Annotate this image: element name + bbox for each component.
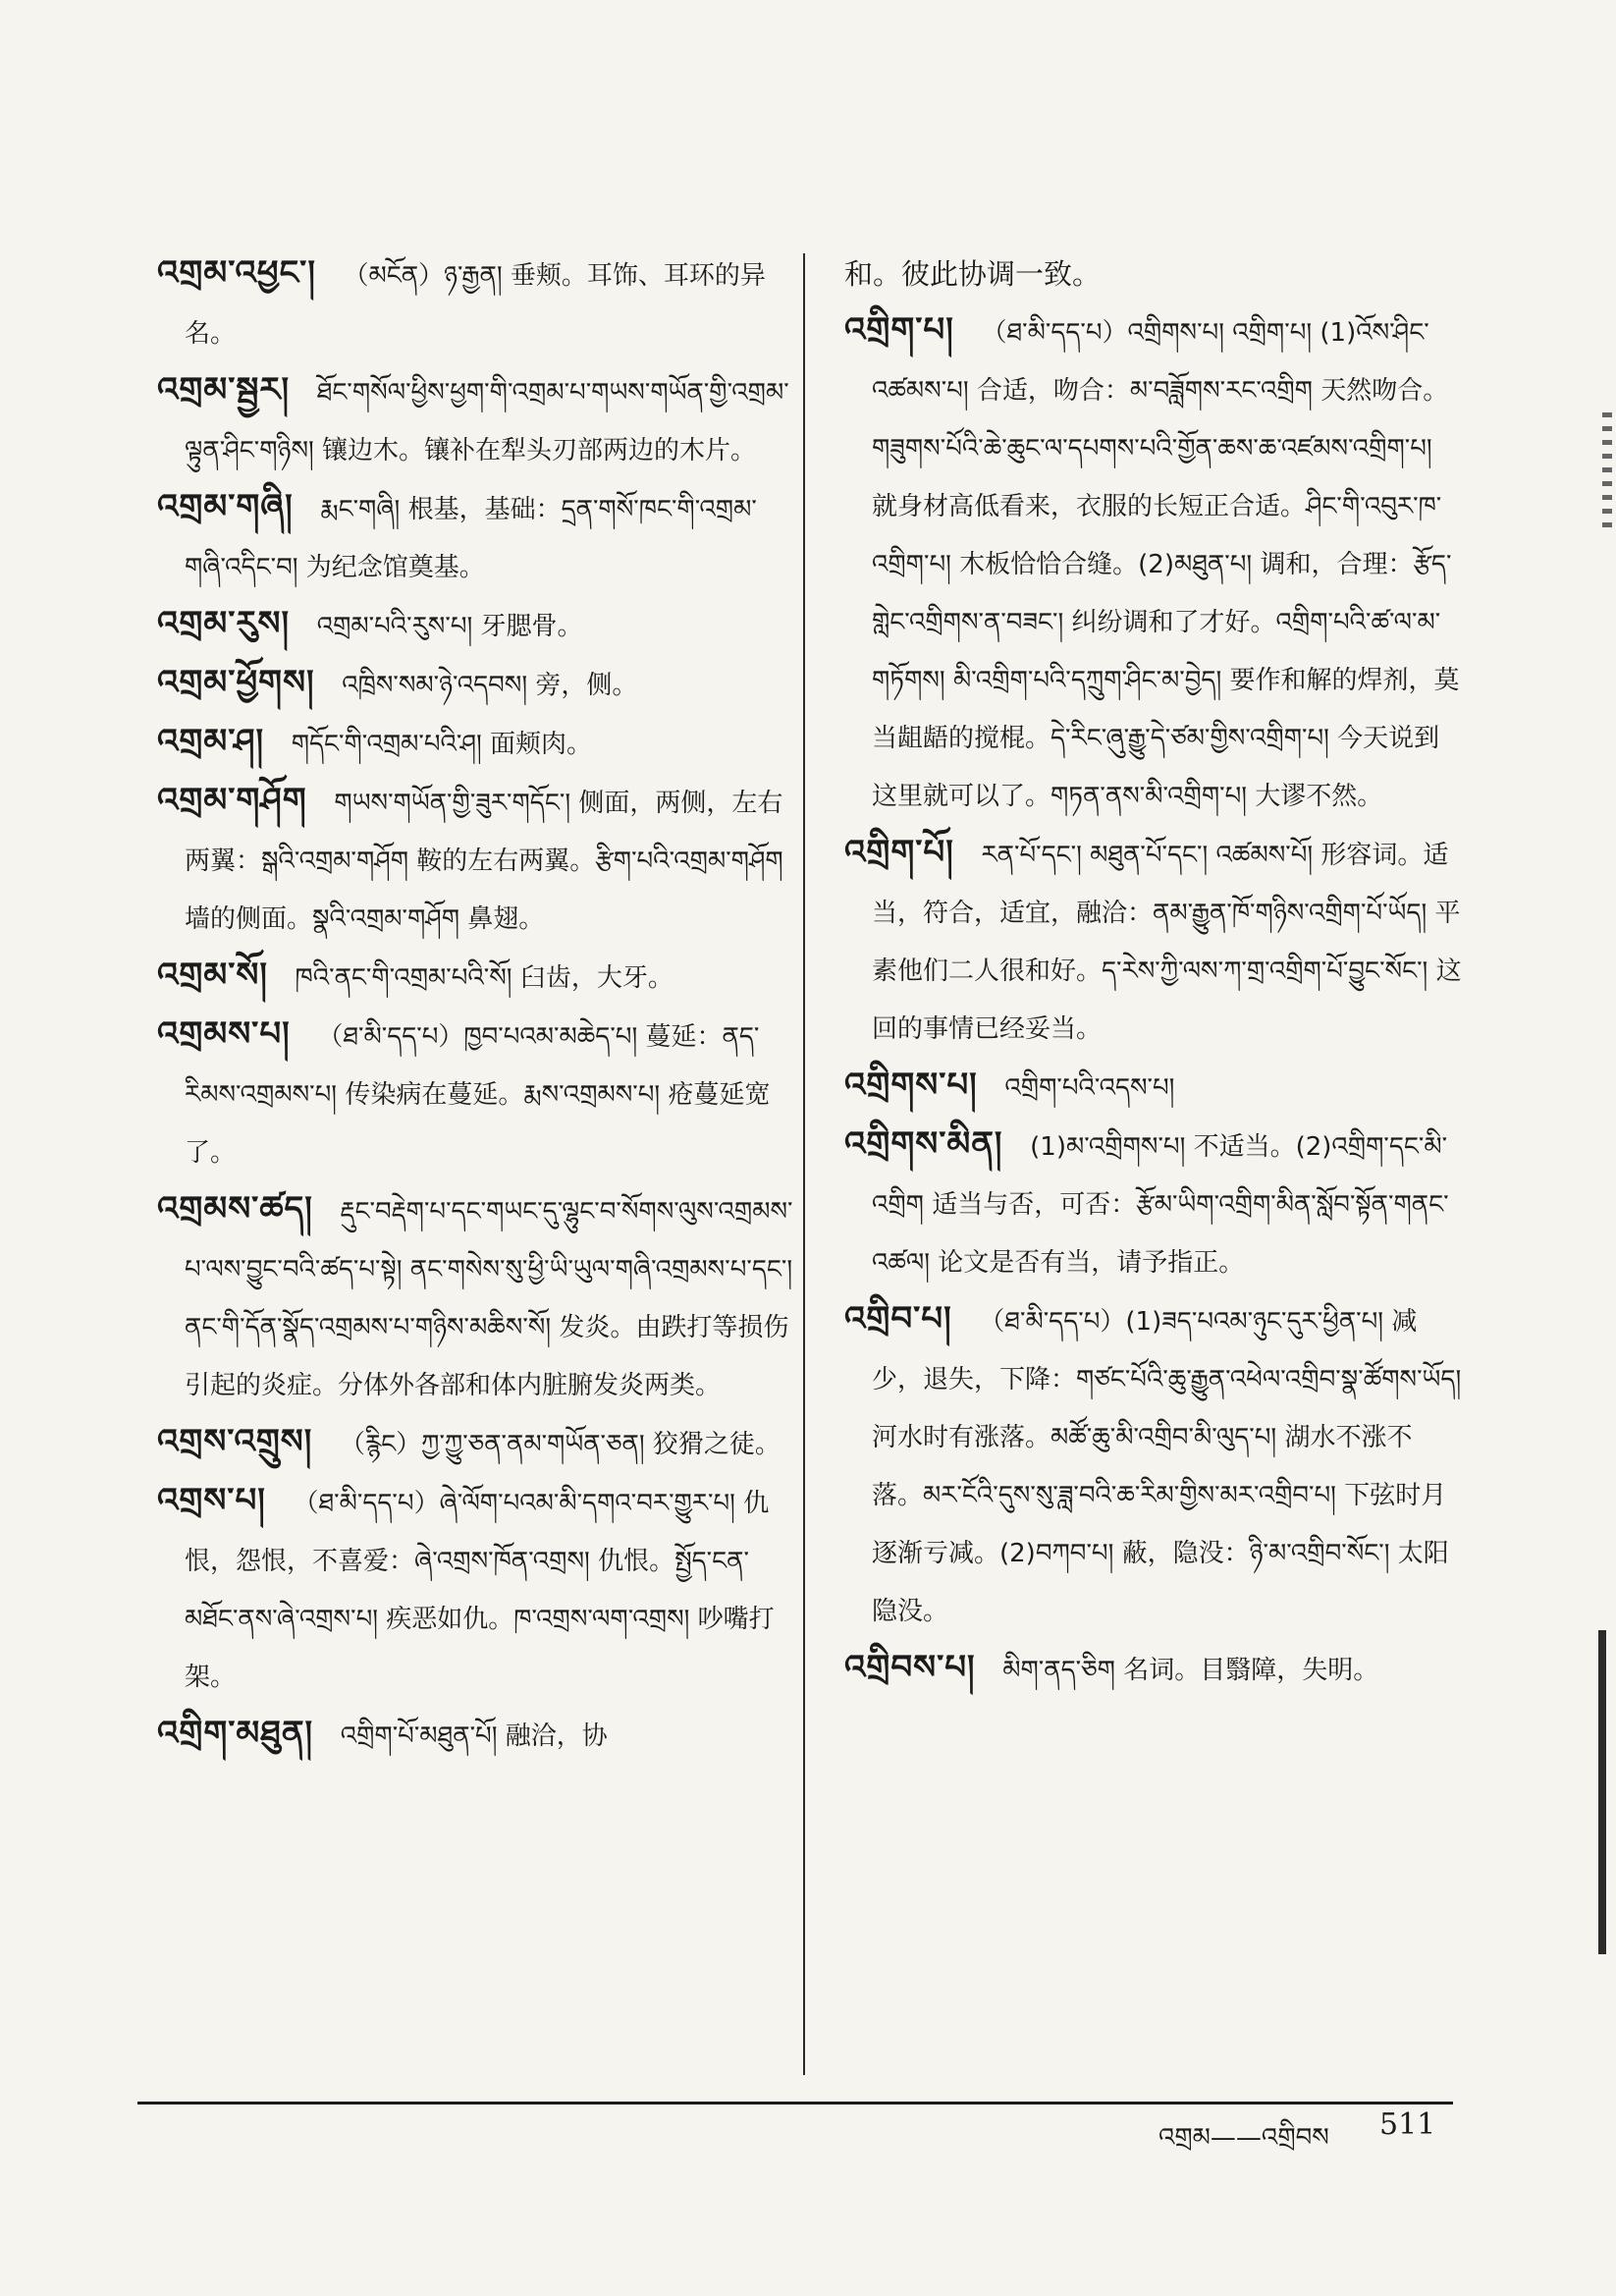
entry-headword: འགྲིགས་མིན། <box>844 1124 1003 1164</box>
page-number: 511 <box>1379 2107 1436 2142</box>
entry-definition: འཁྲིས་སམ་ཉེ་འདབས། 旁，侧。 <box>342 671 638 700</box>
entry-definition: རྨང་གཞི། 根基，基础：དྲན་གསོ་ཁང་གི་འགྲམ་གཞི་འདིང་བ། 为纪念馆奠基。 <box>185 495 757 582</box>
entry-headword: འགྲམ་རུས། <box>157 604 291 643</box>
footer-rule <box>137 2102 1453 2105</box>
dictionary-entry <box>157 1706 795 1765</box>
entry-definition: འགྲམ་པའི་རུས་པ། 牙腮骨。 <box>316 612 583 641</box>
entry-definition: 和。彼此协调一致。 <box>844 257 1102 291</box>
entry-definition: （མངོན）ཉ་རྒྱན། 垂颊。耳饰、耳环的异名。 <box>185 261 766 349</box>
entry-definition: རྡུང་བརྡེག་པ་དང་གཡང་དུ་ལྷུང་བ་སོགས་ལུས་འགྲམས་པ་ལས་བྱུང་བའི་ཚད་པ་སྟེ། ནང་གསེས་སུ་ཕྱི་ཡི་ཡུལ་གཞི་འགྲམས་པ་དང་། ནང་གི་དོན་སྣོད་འགྲམས་པ་གཉིས་མཆིས་སོ། 发炎。由跌打等损伤引起的炎症。分体外各部和体内脏腑发炎两类。 <box>185 1197 793 1400</box>
dictionary-entry <box>844 1117 1463 1291</box>
entry-definition: མིག་ནད་ཅིག 名词。目翳障，失明。 <box>1002 1656 1379 1685</box>
left-column <box>157 246 795 1765</box>
entry-definition: （ཐ་མི་དད་པ）ཁྱབ་པའམ་མཆེད་པ། 蔓延：ནད་རིམས་འགྲམས་པ། 传染病在蔓延。རྨས་འགྲམས་པ། 疮蔓延宽了。 <box>185 1022 771 1168</box>
dictionary-entry <box>157 246 795 362</box>
entry-headword: འགྲིག་པོ། <box>844 833 954 872</box>
dictionary-entry <box>844 825 1463 1058</box>
entry-definition: （རྙིང）ཀྱ་ཀྱུ་ཅན་ནམ་གཡོན་ཅན། 狡猾之徒。 <box>339 1430 781 1459</box>
entry-headword: འགྲམས་ཚད། <box>157 1189 313 1229</box>
entry-definition: （ཐ་མི་དད་པ）(1)ཟད་པའམ་ཉུང་དུར་ཕྱིན་པ། 减少，退失，下降：གཙང་པོའི་ཆུ་རྒྱུན་འཕེལ་འགྲིབ་སྣ་ཚོགས་ཡོད། 河水时有涨落。མཚོ་ཆུ་མི་འགྲིབ་མི་ལུད་པ། 湖水不涨不落。མར་ངོའི་དུས་སུ་ཟླ་བའི་ཆ་རིམ་གྱིས་མར་འགྲིབ་པ། 下弦时月逐渐亏减。(2)བཀབ་པ། 蔽，隐没：ཉི་མ་འགྲིབ་སོང་། 太阳隐没。 <box>872 1307 1462 1626</box>
dictionary-entry <box>157 773 795 948</box>
entry-headword: འགྲམ་གཞི། <box>157 487 294 526</box>
entry-definition: (1)མ་འགྲིགས་པ། 不适当。(2)འགྲིག་དང་མི་འགྲིག 适当与否，可否：རྩོམ་ཡིག་འགྲིག་མིན་སློབ་སྟོན་གནང་འཚལ། 论文是否有当，请予指正。 <box>872 1132 1449 1278</box>
dictionary-entry <box>157 596 795 655</box>
scan-binding-bar <box>1598 1630 1606 1954</box>
dictionary-entry <box>157 479 795 596</box>
entry-definition: འགྲིག་པའི་འདས་པ། <box>1004 1073 1175 1103</box>
entry-definition: རན་པོ་དང་། མཐུན་པོ་དང་། འཚམས་པོ། 形容词。适当，符合，适宜，融洽：ནམ་རྒྱུན་ཁོ་གཉིས་འགྲིག་པོ་ཡོད། 平素他们二人很和好。ད་རེས་ཀྱི་ལས་ཀ་གྲ་འགྲིག་པོ་བྱུང་སོང་། 这回的事情已经妥当。 <box>872 841 1462 1044</box>
entry-headword: འགྲིག་མཐུན། <box>157 1714 314 1753</box>
dictionary-entry <box>844 1058 1463 1117</box>
entry-headword: འགྲིབས་པ། <box>844 1648 976 1687</box>
entry-definition: གདོང་གི་འགྲམ་པའི་ཤ། 面颊肉。 <box>291 730 593 759</box>
dictionary-entry <box>157 948 795 1007</box>
running-head: འགྲམ——འགྲིབས <box>1158 2123 1329 2153</box>
entry-headword: འགྲིག་པ། <box>844 310 954 350</box>
dictionary-entry <box>157 714 795 773</box>
entry-headword: འགྲམས་པ། <box>157 1014 291 1054</box>
dictionary-entry <box>844 1640 1463 1699</box>
entry-headword: འགྲམ་ཤ། <box>157 722 265 761</box>
entry-headword: འགྲིབ་པ། <box>844 1299 952 1339</box>
right-column <box>844 246 1463 1699</box>
dictionary-entry <box>157 655 795 714</box>
dictionary-entry <box>157 1181 795 1414</box>
entry-headword: འགྲམ་གཤོག <box>157 781 307 820</box>
entry-definition: ཐོང་གསོལ་ཕྱིས་ཕྱག་གི་འགྲམ་པ་གཡས་གཡོན་གྱི་འགྲམ་ལྟུན་ཤིང་གཉིས། 镶边木。镶补在犁头刃部两边的木片。 <box>185 378 789 465</box>
dictionary-entry <box>157 1414 795 1473</box>
entry-definition: འགྲིག་པོ་མཐུན་པོ། 融洽，协 <box>340 1722 608 1751</box>
entry-headword: འགྲིགས་པ། <box>844 1066 978 1105</box>
entry-headword: འགྲས་འགྲུས། <box>157 1422 313 1461</box>
dictionary-entry <box>157 1473 795 1706</box>
scan-edge-marks <box>1602 412 1612 540</box>
entry-headword: འགྲམ་སྦྱར། <box>157 370 291 410</box>
dictionary-entry <box>844 302 1463 825</box>
column-divider <box>803 253 805 2075</box>
entry-headword: འགྲམ་འཕྱང་། <box>157 253 316 293</box>
entry-headword: འགྲམ་སོ། <box>157 956 268 995</box>
entry-definition: （ཐ་མི་དད་པ）འགྲིགས་པ། འགྲིག་པ། (1)འོས་ཤིང་འཚམས་པ། 合适，吻合：མ་བཟློགས་རང་འགྲིག 天然吻合。གཟུགས་པོའི་ཆེ་ཆུང་ལ་དཔགས་པའི་གྱོན་ཆས་ཆ་འཛམས་འགྲིག་པ། 就身材高低看来，衣服的长短正合适。ཤིང་གི་འབུར་ཁ་འགྲིག་པ། 木板恰恰合缝。(2)མཐུན་པ། 调和，合理：རྩོད་གླེང་འགྲིགས་ན་བཟང་། 纠纷调和了才好。འགྲིག་པའི་ཚ་ལ་མ་གཏོགས། མི་འགྲིག་པའི་དཀྲུག་ཤིང་མ་བྱེད། 要作和解的焊剂，莫当龃龉的搅棍。དེ་རིང་ཞུ་རྒྱུ་དེ་ཙམ་གྱིས་འགྲིག་པ། 今天说到这里就可以了。གཏན་ནས་མི་འགྲིག་པ། 大谬不然。 <box>872 318 1460 811</box>
entry-definition: （ཐ་མི་དད་པ）ཞེ་ལོག་པའམ་མི་དགའ་བར་གྱུར་པ། 仇恨，怨恨，不喜爱：ཞེ་འགྲས་ཁོན་འགྲས། 仇恨。སྤྱོད་ངན་མཐོང་ནས་ཞེ་འགྲས་པ། 疾恶如仇。ཁ་འགྲས་ལག་འགྲས། 吵嘴打架。 <box>185 1489 775 1692</box>
entry-definition: ཁའི་ནང་གི་འགྲམ་པའི་སོ། 臼齿，大牙。 <box>295 963 673 993</box>
dictionary-entry-continued <box>844 246 1463 302</box>
entry-headword: འགྲས་པ། <box>157 1481 266 1520</box>
dictionary-entry <box>157 1007 795 1181</box>
dictionary-entry <box>157 362 795 479</box>
entry-definition: གཡས་གཡོན་གྱི་ཟུར་གདོང་། 侧面，两侧，左右两翼：སྒའི་འགྲམ་གཤོག 鞍的左右两翼。རྩིག་པའི་འགྲམ་གཤོག 墙的侧面。སྣའི་འགྲམ་གཤོག 鼻翅。 <box>185 789 783 934</box>
dictionary-entry <box>844 1291 1463 1640</box>
entry-headword: འགྲམ་ཕྱོགས། <box>157 663 315 702</box>
